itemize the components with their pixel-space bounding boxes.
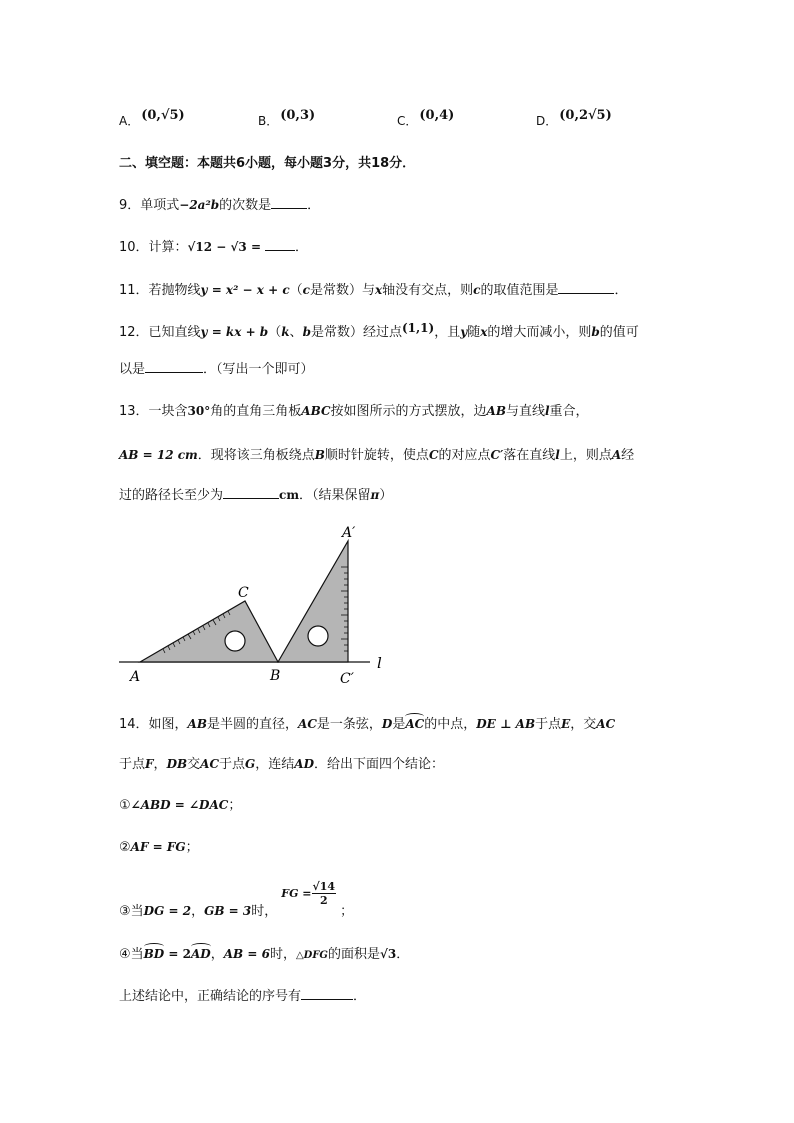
q11-answer-blank[interactable]: [558, 281, 614, 294]
question-13: 13．一块含30°角的直角三角板ABC按如图所示的方式摆放，边AB与直线l重合，: [119, 404, 589, 419]
q10-answer-blank[interactable]: [265, 238, 295, 251]
option-b: [258, 108, 316, 129]
conclusion-2: ②AF = FG；: [119, 840, 199, 855]
option-c-label: C．: [397, 114, 418, 128]
label-a-prime: A′: [342, 525, 356, 541]
question-13-line2: AB = 12 cm．现将该三角板绕点B顺时针旋转，使点C的对应点C′落在直线l上，则点A经: [119, 448, 635, 463]
conclusion-3: ③当DG = 2，GB = 3时，FG = $\frac{√14}{2}$ ；: [119, 880, 354, 919]
arc-bd: BD: [143, 947, 165, 961]
triangle-a-prime-hole: [308, 626, 328, 646]
option-a-label: A．: [119, 114, 140, 128]
option-c: [397, 108, 455, 129]
question-13-line3: 过的路径长至少为 cm．（结果保留π）: [119, 488, 393, 503]
question-14-line2: 于点F，DB交AC于点G，连结AD．给出下面四个结论：: [119, 757, 445, 772]
label-b: B: [270, 668, 281, 684]
option-d: [536, 108, 612, 129]
section-heading: 二、填空题：本题共6小题，每小题3分，共18分．: [119, 156, 416, 171]
conclusion-1: ①∠ABD = ∠DAC；: [119, 798, 242, 813]
q9-expression: −2a²b: [179, 198, 220, 212]
option-b-value: (0,3): [280, 108, 316, 123]
option-b-label: B．: [258, 114, 279, 128]
q12-point: (1,1): [401, 321, 435, 335]
conclusion-4: ④当BD = 2AD，AB = 6时，△DFG的面积是√3．: [119, 947, 410, 962]
triangle-abc-hole: [225, 631, 245, 651]
label-c-prime: C′: [340, 671, 354, 687]
arc-ad: AD: [190, 947, 211, 961]
q13-answer-blank[interactable]: [223, 486, 279, 499]
label-a: A: [130, 669, 141, 685]
q13-ab-length: AB = 12 cm: [119, 448, 198, 462]
q9-answer-blank[interactable]: [271, 196, 307, 209]
triangle-rotation-figure: [115, 515, 405, 695]
label-l: l: [377, 654, 382, 672]
option-a-value: (0,√5): [141, 108, 185, 123]
option-a: [119, 108, 185, 129]
question-9: 9．单项式−2a²b的次数是 ．: [119, 198, 321, 213]
option-d-label: D．: [536, 114, 558, 128]
question-11: 11．若抛物线y = x² − x + c（c是常数）与x轴没有交点，则c的取值范围是 ．: [119, 283, 628, 298]
q14-answer-blank[interactable]: [301, 987, 353, 1000]
q12-answer-blank[interactable]: [145, 360, 203, 373]
label-c: C: [238, 585, 249, 601]
q10-expression: √12 − √3 =: [187, 240, 262, 254]
question-10: 10．计算：√12 − √3 = ．: [119, 240, 309, 255]
arc-ac: AC: [405, 717, 425, 731]
option-d-value: (0,2√5): [559, 108, 612, 123]
option-c-value: (0,4): [419, 108, 455, 123]
question-12-line2: 以是 ．（写出一个即可）: [119, 362, 314, 377]
question-14-final: 上述结论中，正确结论的序号有 ．: [119, 989, 367, 1004]
q11-expression: y = x² − x + c: [200, 283, 290, 297]
q12-expression: y = kx + b: [200, 325, 269, 339]
question-14: 14．如图，AB是半圆的直径，AC是一条弦，D是AC的中点，DE ⊥ AB于点E，交AC: [119, 717, 616, 732]
question-12: 12．已知直线y = kx + b（k、b是常数）经过点(1,1)，且y随x的增大而减小，则b的值可: [119, 321, 639, 340]
triangle-abc: [140, 601, 278, 662]
fraction-sqrt14-over-2: $\frac{√14}{2}$: [312, 880, 336, 907]
